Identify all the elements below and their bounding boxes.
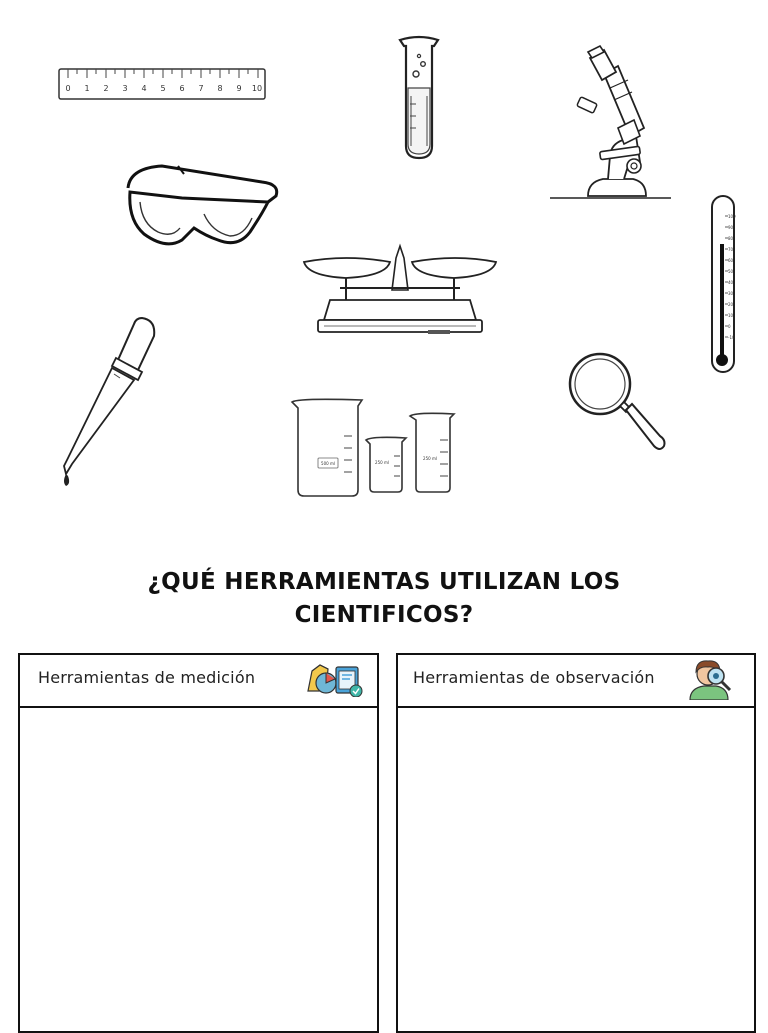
- beakers-illustration: [290, 396, 462, 500]
- thermometer-scale: 40: [728, 280, 734, 285]
- ruler-number: 7: [198, 84, 204, 93]
- measurement-tools-icon: [306, 661, 366, 701]
- microscope-illustration: [548, 44, 673, 204]
- scientist-magnifier-icon: [686, 658, 734, 704]
- safety-goggles-illustration: [122, 158, 282, 254]
- thermometer-scale: 0: [728, 324, 731, 329]
- thermometer-scale: 90: [728, 225, 734, 230]
- thermometer-scale: 70: [728, 247, 734, 252]
- thermometer-scale: -10: [728, 335, 735, 340]
- ruler-number: 5: [160, 84, 166, 93]
- dropper-illustration: [56, 314, 164, 490]
- test-tube-illustration: [396, 34, 442, 162]
- beaker-label: 500 ml: [321, 461, 335, 466]
- title-line: CIENTIFICOS?: [294, 602, 474, 628]
- ruler-number: 9: [236, 84, 242, 93]
- beaker-label: 250 ml: [423, 456, 437, 461]
- ruler-number: 3: [122, 84, 128, 93]
- ruler-number: 0: [65, 84, 71, 93]
- title-line: ¿QUÉ HERRAMIENTAS UTILIZAN LOS: [147, 569, 621, 595]
- ruler-number: 4: [141, 84, 147, 93]
- ruler-number: 8: [217, 84, 223, 93]
- observation-tools-box[interactable]: [396, 653, 756, 1033]
- ruler-number: 1: [84, 84, 90, 93]
- beaker-label: 250 ml: [375, 460, 389, 465]
- worksheet-title: [0, 566, 768, 632]
- ruler-number: 2: [103, 84, 109, 93]
- box-label: Herramientas de observación: [413, 668, 655, 687]
- thermometer-scale: 80: [728, 236, 734, 241]
- thermometer-illustration: [708, 194, 738, 378]
- thermometer-scale: 10: [728, 313, 734, 318]
- box-header: [20, 655, 377, 708]
- box-label: Herramientas de medición: [38, 668, 256, 687]
- thermometer-scale: 100: [728, 214, 736, 219]
- magnifying-glass-illustration: [566, 350, 666, 456]
- ruler-illustration: [58, 66, 268, 102]
- thermometer-scale: 20: [728, 302, 734, 307]
- box-header: [398, 655, 754, 708]
- balance-scale-illustration: [300, 240, 500, 340]
- ruler-number: 10: [251, 84, 263, 93]
- ruler-number: 6: [179, 84, 185, 93]
- thermometer-scale: 50: [728, 269, 734, 274]
- thermometer-scale: 30: [728, 291, 734, 296]
- thermometer-scale: 60: [728, 258, 734, 263]
- measurement-tools-box[interactable]: [18, 653, 379, 1033]
